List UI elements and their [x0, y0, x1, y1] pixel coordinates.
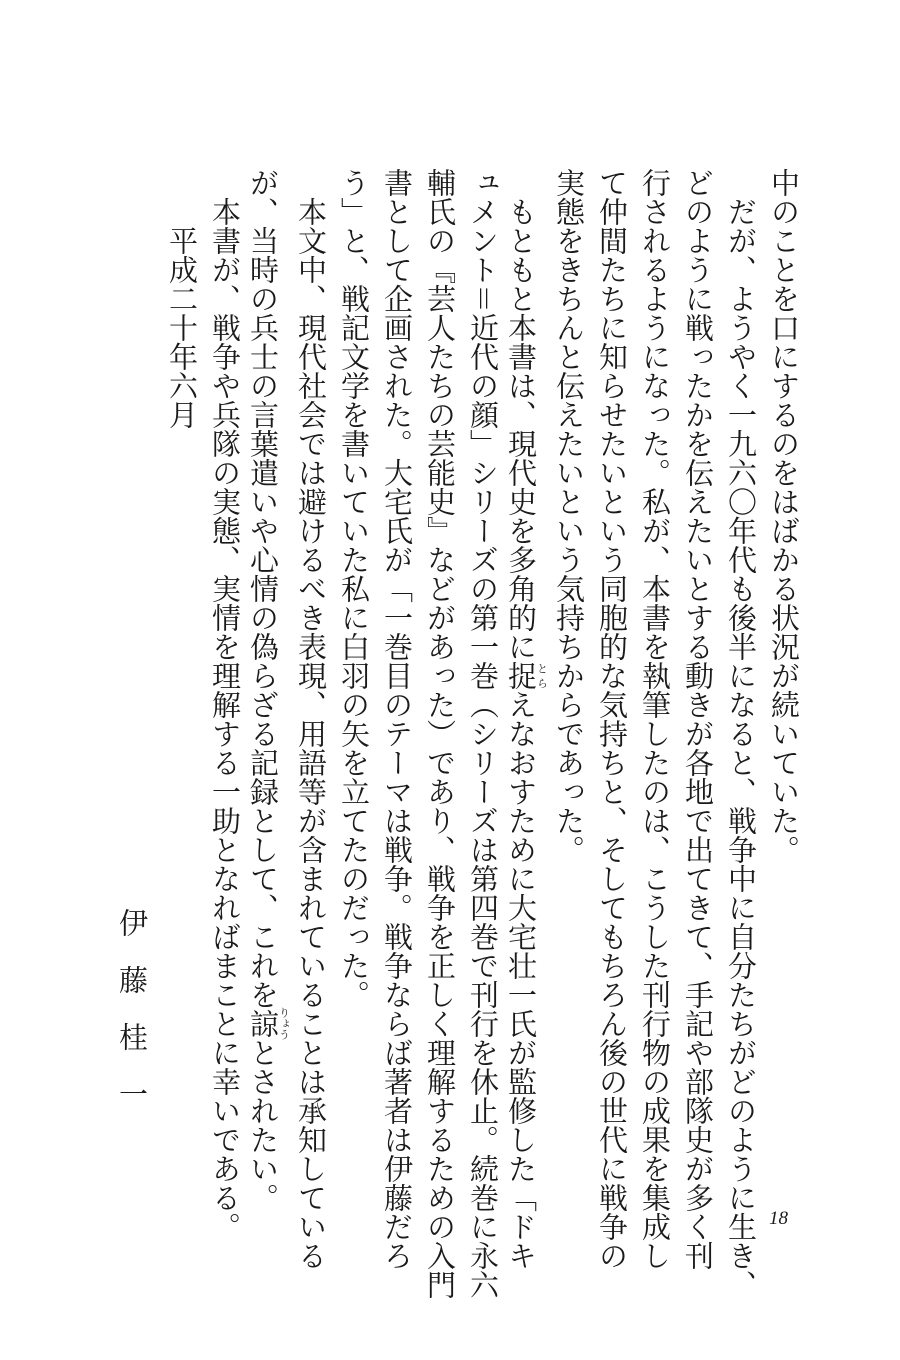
author-signature: 伊藤桂一 [115, 908, 149, 1136]
ruby-base: 捉 [504, 661, 538, 690]
text-column-3: どのように戦ったかを伝えたいとする動きが各地で出てきて、手記や部隊史が多く刊 [681, 168, 715, 1270]
text-before-ruby: もともと本書は、現代史を多角的に [504, 168, 538, 661]
text-column-7 [504, 168, 548, 1270]
text-column-13 [246, 168, 290, 1212]
text-column-12: 本文中、現代社会では避けるべき表現、用語等が含まれていることは承知している [294, 168, 328, 1270]
ruby-annotation [246, 1007, 291, 1040]
text-column-6: 実態をきちんと伝えたいという気持ちからであった。 [552, 168, 586, 864]
ruby-reading: りょう [277, 1007, 291, 1040]
ruby-reading: とら [535, 661, 549, 690]
text-before-ruby: が、当時の兵士の言葉遣いや心情の偽らざる記録として、これを [246, 168, 280, 1009]
text-column-10: 書として企画された。大宅氏が「一巻目のテーマは戦争。戦争ならば著者は伊藤だろ [380, 168, 414, 1270]
text-after-ruby: とされたい。 [246, 1038, 280, 1212]
text-column-14: 本書が、戦争や兵隊の実態、実情を理解する一助となればまことに幸いである。 [208, 168, 242, 1241]
text-column-5: て仲間たちに知らせたいという同胞的な気持ちと、そしてもちろん後の世代に戦争の [595, 168, 629, 1270]
text-column-8: ュメント＝近代の顔」シリーズの第一巻（シリーズは第四巻で刊行を休止。続巻に永六 [466, 168, 500, 1299]
text-column-11: う」と、戦記文学を書いていた私に白羽の矢を立てたのだった。 [337, 168, 371, 1009]
ruby-annotation [504, 661, 549, 690]
page-number: 18 [769, 1208, 788, 1229]
text-column-4: 行されるようになった。私が、本書を執筆したのは、こうした刊行物の成果を集成し [638, 168, 672, 1270]
text-column-9: 輔氏の『芸人たちの芸能史』などがあった）であり、戦争を正しく理解するための入門 [423, 168, 457, 1299]
text-after-ruby: えなおすために大宅壮一氏が監修した「ドキ [504, 690, 538, 1270]
text-column-1: 中のことを口にするのをはばかる状況が続いていた。 [767, 168, 801, 864]
date-line: 平成二十年六月 [165, 168, 199, 429]
text-column-2: だが、ようやく一九六〇年代も後半になると、戦争中に自分たちがどのように生き、 [724, 168, 758, 1299]
ruby-base: 諒 [246, 1007, 280, 1040]
